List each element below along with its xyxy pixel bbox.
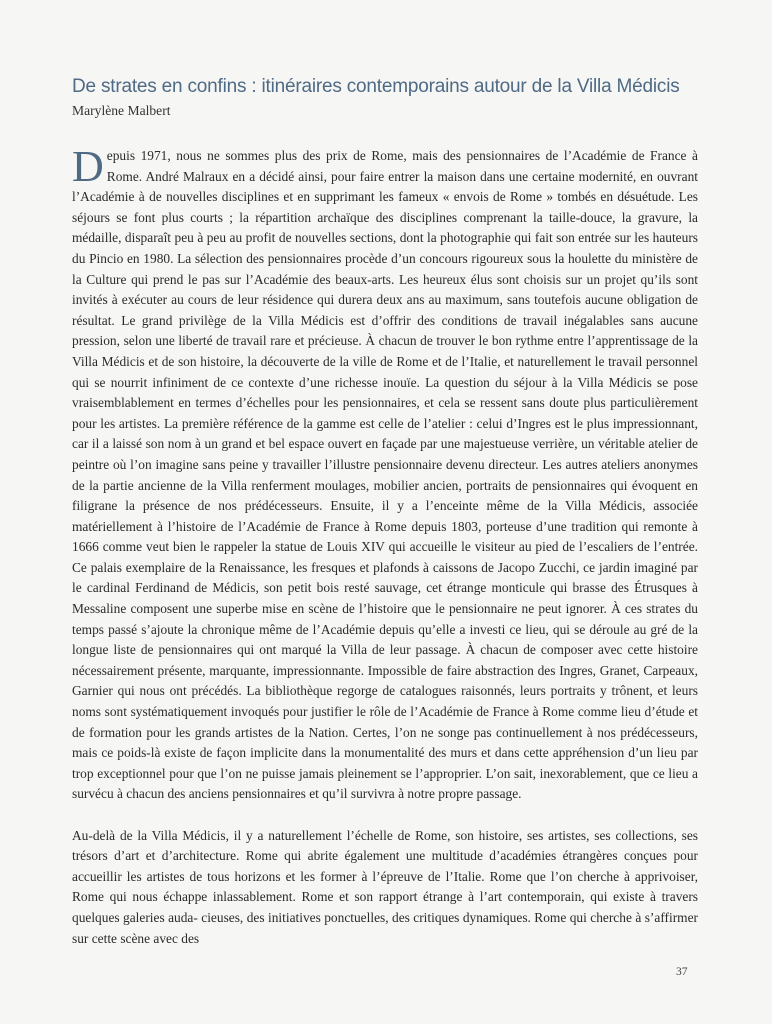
article-author: Marylène Malbert — [72, 103, 171, 118]
page-number: 37 — [676, 966, 688, 978]
paragraph-2: Au-delà de la Villa Médicis, il y a naturellement l’échelle de Rome, son histoire, ses artistes, ses collections, ses trésors d’art et d’architecture. Rome qui abrite également une multitude d’académies étrangères conçues pour accueillir les artistes de tous horizons et les former à l’épreuve de l’Italie. Rome que l’on cherche à apprivoiser, Rome qui nous échappe inlassablement. Rome et son rapport étrange à l’art contemporain, qui existe à travers quelques galeries auda- cieuses, des initiatives ponctuelles, des critiques dynamiques. Rome qui cherche à s’affirmer sur cette scène avec des — [72, 827, 698, 946]
paragraph-1 — [72, 142, 698, 805]
article-body — [72, 142, 698, 949]
article-title: De strates en confins : itinéraires contemporains autour de la Villa Médicis — [72, 76, 680, 97]
drop-cap: D — [72, 142, 104, 191]
paragraph-1-text: epuis 1971, nous ne sommes plus des prix de Rome, mais des pensionnaires de l’Académie de France à Rome. André Malraux en a décidé ainsi, pour faire entrer la maison dans une certaine modernité, en ouvrant l’Académie à de nouvelles disciplines et en supprimant les fameux « envois de Rome » tombés en désuétude. Les séjours se font plus courts ; la répartition archaïque des disciplines comprenant la taille-douce, la gravure, la médaille, disparaît peu à peu au profit de nouvelles sections, dont la photographie qui fait son entrée sur les hauteurs du Pincio en 1980. La sélection des pensionnaires procède d’un concours rigoureux sous la houlette du ministère de la Culture qui prend le pas sur l’Académie des beaux-arts. Les heureux élus sont choisis sur un projet qu’ils sont invités à exécuter au cours de leur résidence qui durera deux ans au maximum, sans toutefois aucune obligation de résultat. Le grand privilège de la Villa Médicis est d’offrir des conditions de travail inégalables sans aucune pression, selon une liberté de travail rare et précieuse. À chacun de trouver le bon rythme entre l’apprentissage de la Villa Médicis et de son histoire, la découverte de la ville de Rome et de l’Italie, et naturellement le travail personnel qui se nourrit infiniment de ce contexte d’une richesse inouïe. La question du séjour à la Villa Médicis se pose vraisemblablement en termes d’échelles pour les pensionnaires, et cela se ressent sans doute plus particulièrement pour les artistes. La première référence de la gamme est celle de l’atelier : celui d’Ingres est le plus impressionnant, car il a laissé son nom à un grand et bel espace ouvert en façade par une majestueuse verrière, un véritable atelier de peintre où l’on imagine sans peine y travailler l’illustre pensionnaire devenu directeur. Les autres ateliers anonymes de la partie ancienne de la Villa renferment moulages, mobilier ancien, portraits de pensionnaires qui évoquent en filigrane la présence de nos prédécesseurs. Ensuite, il y a l’enceinte même de la Villa Médicis, associée matériellement à l’histoire de l’Académie de France à Rome depuis 1803, porteuse d’une tradition qui remonte à 1666 comme veut bien le rappeler la statue de Louis XIV qui accueille le visiteur au pied de l’escaliers de l’entrée. Ce palais exemplaire de la Renaissance, les fresques et plafonds à caissons de Jacopo Zucchi, ce jardin imaginé par le cardinal Ferdinand de Médicis, son petit bois resté sauvage, cet étrange monticule qui brasse des Étrusques à Messaline composent une superbe mise en scène de l’histoire que le pensionnaire ne peut ignorer. À ces strates du temps passé s’ajoute la chronique même de l’Académie depuis qu’elle a investi ce lieu, qui se déroule au gré de la longue liste de pensionnaires qui ont marqué la Villa de leur passage. À chacun de composer avec cette histoire nécessairement présente, marquante, impressionnante. Impossible de faire abstraction des Ingres, Granet, Carpeaux, Garnier qui nous ont précédés. La bibliothèque regorge de catalogues raisonnés, leurs portraits y trônent, et leurs noms sont systématiquement invoqués pour justifier le rôle de l’Académie de France à Rome comme lieu d’étude et de formation pour les grands artistes de la Nation. Certes, l’on ne songe pas continuellement à nos prédécesseurs, mais ce poids-là existe de façon implicite dans la monumentalité des murs et dans cette appréhension d’un lieu par trop exceptionnel pour que l’on ne puisse jamais pleinement se l’approprier. L’on sait, inexorablement, que ce lieu a survécu à chacun des anciens pensionnaires et qu’il survivra à notre propre passage. — [72, 148, 698, 802]
